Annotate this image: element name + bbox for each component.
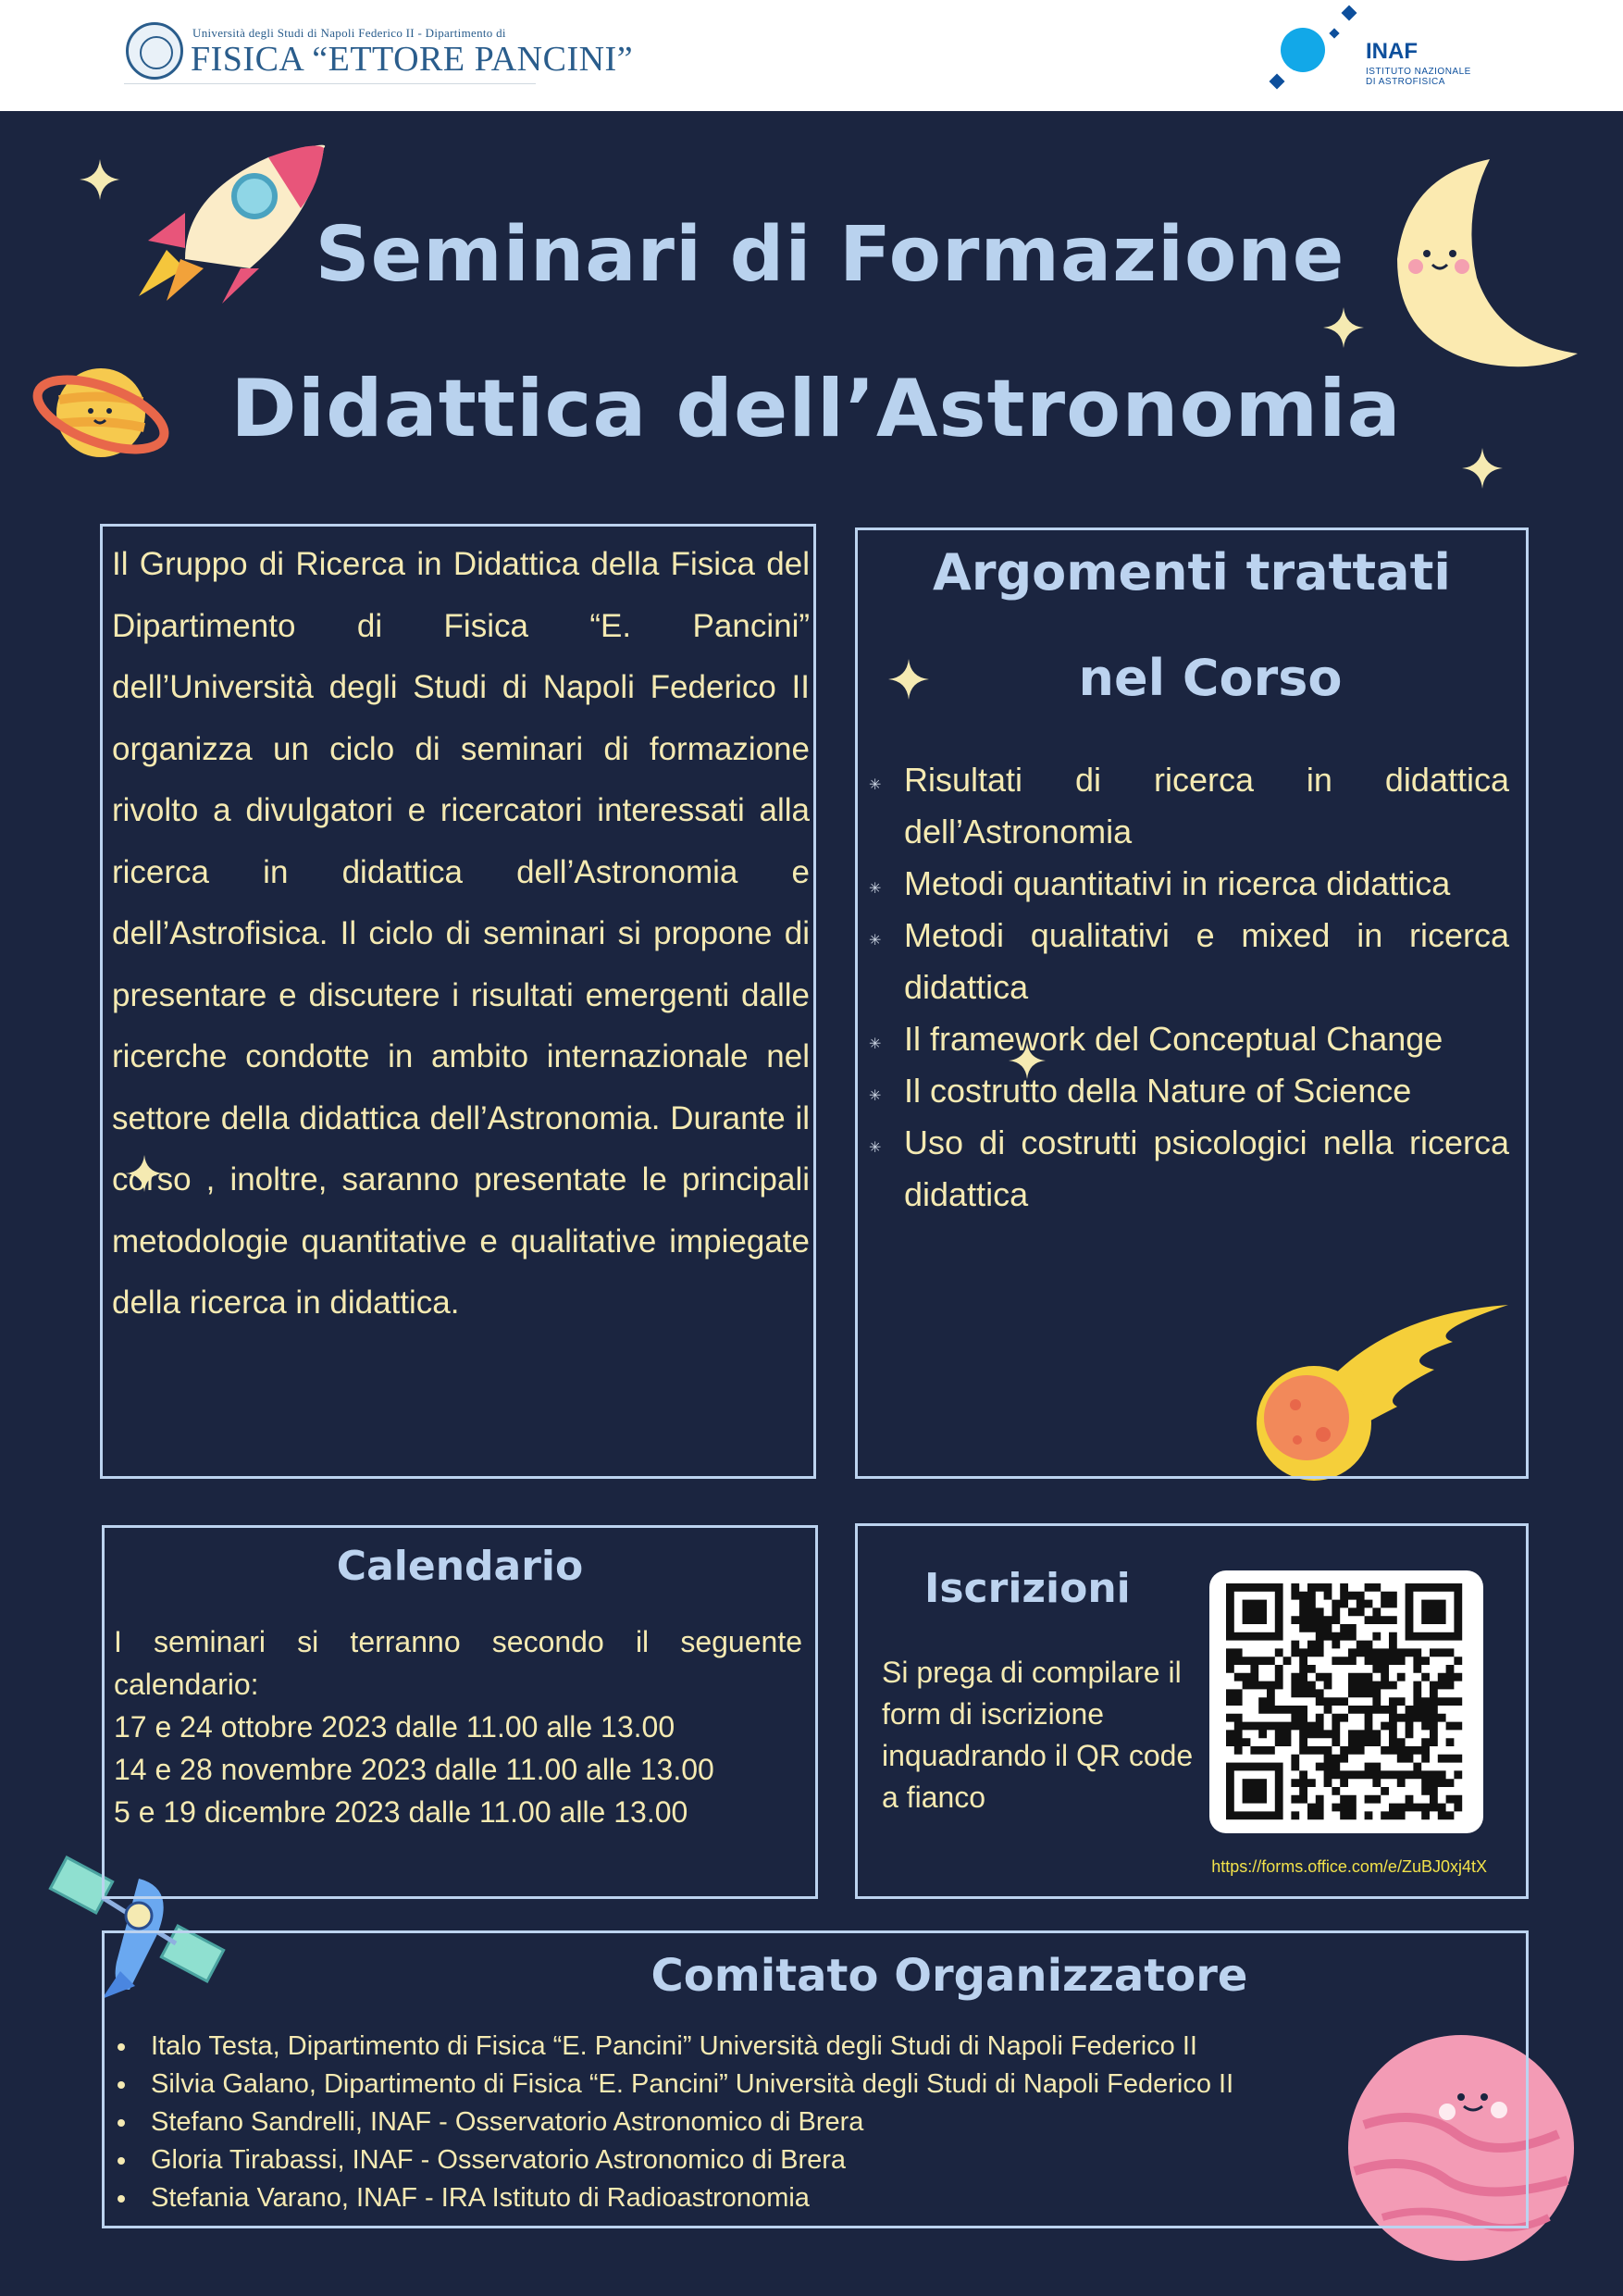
topics-list (904, 754, 1509, 1221)
list-item: Silvia Galano, Dipartimento di Fisica “E. Pancini” Università degli Studi di Napoli Federico II (151, 2066, 1233, 2104)
page-title-line-2: Didattica dell’Astronomia (230, 363, 1402, 455)
inaf-dot-icon (1281, 28, 1325, 72)
registration-link[interactable]: https://forms.office.com/e/ZuBJ0xj4tX (1211, 1857, 1487, 1876)
registration-heading: Iscrizioni (924, 1565, 1131, 1612)
unina-seal-icon (126, 22, 183, 80)
unina-fisica-logo (124, 19, 634, 85)
inaf-diamond-icon (1270, 74, 1285, 90)
inaf-logo-name: INAF (1366, 39, 1418, 64)
calendar-intro: I seminari si terranno secondo il seguente calendario: (114, 1625, 802, 1701)
planet-saturn-icon (31, 355, 170, 476)
inaf-logo (1268, 4, 1499, 96)
calendar-body (114, 1620, 802, 1833)
list-item: Stefania Varano, INAF - IRA Istituto di Radioastronomia (151, 2179, 1233, 2217)
list-item: ✳ Metodi qualitativi e mixed in ricerca didattica (904, 910, 1509, 1013)
topics-heading-line-2: nel Corso (1078, 649, 1343, 707)
list-item: ✳ Il framework del Conceptual Change (904, 1013, 1509, 1065)
topics-box (855, 527, 1529, 1479)
committee-heading: Comitato Organizzatore (650, 1950, 1248, 2002)
committee-box (102, 1930, 1529, 2228)
committee-list (151, 2028, 1233, 2217)
inaf-diamond-icon (1329, 28, 1339, 38)
calendar-date: 5 e 19 dicembre 2023 dalle 11.00 alle 13.00 (114, 1795, 688, 1829)
calendar-heading: Calendario (336, 1543, 584, 1590)
list-item: Stefano Sandrelli, INAF - Osservatorio Astronomico di Brera (151, 2104, 1233, 2141)
list-item: Italo Testa, Dipartimento di Fisica “E. Pancini” Università degli Studi di Napoli Federico II (151, 2028, 1233, 2066)
unina-logo-name: FISICA “ETTORE PANCINI” (191, 40, 634, 79)
sparkle-icon (1323, 307, 1364, 348)
moon-icon (1388, 157, 1582, 379)
registration-instructions: Si prega di compilare il form di iscrizione inquadrando il QR code a fianco (882, 1656, 1194, 1814)
calendar-box (102, 1525, 818, 1899)
intro-box (100, 524, 816, 1479)
list-item: ✳ Uso di costrutti psicologici nella ricerca didattica (904, 1117, 1509, 1221)
calendar-date: 17 e 24 ottobre 2023 dalle 11.00 alle 13.00 (114, 1710, 675, 1744)
page-title-line-1: Seminari di Formazione (315, 211, 1345, 299)
header-bar (0, 0, 1623, 111)
list-item: ✳ Il costrutto della Nature of Science (904, 1065, 1509, 1117)
qr-code-icon (1226, 1583, 1467, 1820)
intro-paragraph: Il Gruppo di Ricerca in Didattica della Fisica del Dipartimento di Fisica “E. Pancini” dell’Università degli Studi di Napoli Federico II organizza un ciclo di seminari di formazione rivolto a divulgatori e ricercatori interessati alla ricerca in didattica dell’Astronomia e dell’Astrofisica. Il ciclo di seminari si propone di presentare e discutere i risultati emergenti dalle ricerche condotte in ambito internazionale nel settore della didattica dell’Astronomia. Durante il corso , inoltre, saranno presentate le principali metodologie quantitative e qualitative impiegate della ricerca in didattica. (112, 546, 810, 1321)
sparkle-icon (1462, 448, 1503, 489)
inaf-logo-subtitle: ISTITUTO NAZIONALE DI ASTROFISICA (1366, 67, 1471, 87)
rocket-icon (130, 139, 342, 305)
list-item: ✳ Metodi quantitativi in ricerca didattica (904, 858, 1509, 910)
qr-code[interactable] (1209, 1570, 1483, 1833)
registration-box (855, 1523, 1529, 1899)
unina-logo-underline (124, 83, 536, 84)
list-item: ✳ Risultati di ricerca in didattica dell’Astronomia (904, 754, 1509, 858)
topics-heading-line-1: Argomenti trattati (933, 543, 1451, 602)
sparkle-icon (80, 159, 120, 200)
list-item: Gloria Tirabassi, INAF - Osservatorio Astronomico di Brera (151, 2141, 1233, 2179)
inaf-diamond-icon (1342, 6, 1357, 21)
calendar-date: 14 e 28 novembre 2023 dalle 11.00 alle 13.00 (114, 1753, 714, 1786)
unina-logo-subtitle: Università degli Studi di Napoli Federico II - Dipartimento di (192, 26, 506, 40)
